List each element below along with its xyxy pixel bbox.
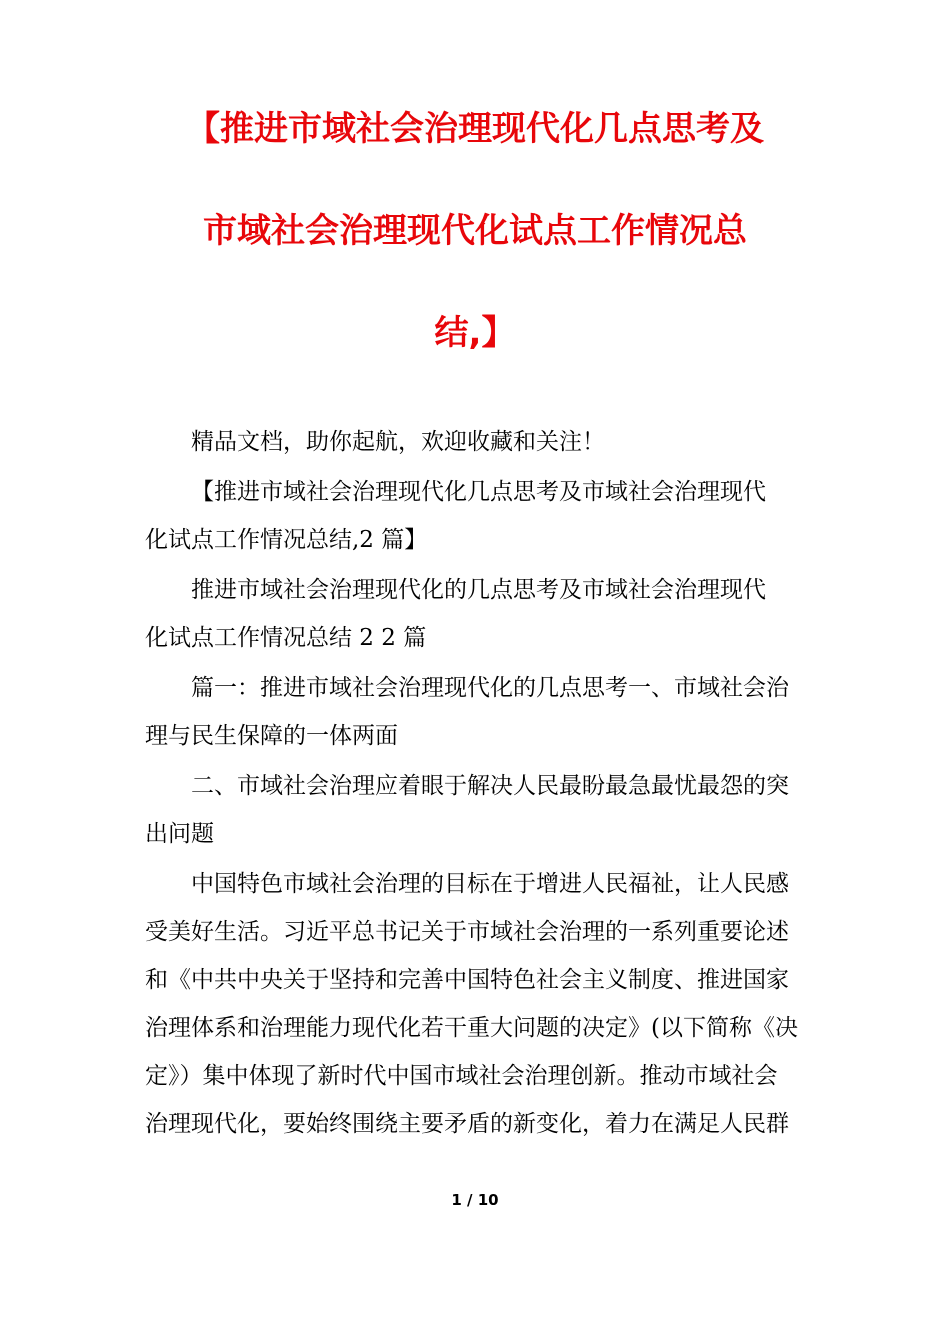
paragraph-line: 化试点工作情况总结,2 篇】 <box>145 527 428 553</box>
page-number: 1 / 10 <box>451 1191 499 1209</box>
paragraph-body <box>145 860 805 1148</box>
paragraph-line: 篇一：推进市域社会治理现代化的几点思考一、市域社会治 <box>191 675 789 701</box>
paragraph-line: 治理体系和治理能力现代化若干重大问题的决定》(以下简称《决 <box>145 1015 798 1041</box>
paragraph-line: 推进市域社会治理现代化的几点思考及市域社会治理现代 <box>191 577 766 603</box>
paragraph-line: 出问题 <box>145 821 214 847</box>
paragraph-line: 理与民生保障的一体两面 <box>145 723 398 749</box>
paragraph-line: 中国特色市域社会治理的目标在于增进人民福祉，让人民感 <box>191 871 789 897</box>
paragraph-line: 和《中共中央关于坚持和完善中国特色社会主义制度、推进国家 <box>145 967 789 993</box>
paragraph-heading <box>145 566 805 662</box>
title-line-3: 结,】 <box>434 313 516 353</box>
paragraph-line: 精品文档，助你起航，欢迎收藏和关注！ <box>191 429 605 455</box>
paragraph-section-2 <box>145 762 805 858</box>
document-body <box>145 418 805 1150</box>
paragraph-section-1 <box>145 664 805 760</box>
title-line-2: 市域社会治理现代化试点工作情况总 <box>203 211 747 251</box>
paragraph-line: 化试点工作情况总结 2 2 篇 <box>145 625 427 651</box>
paragraph-line: 受美好生活。习近平总书记关于市域社会治理的一系列重要论述 <box>145 919 789 945</box>
document-title <box>120 78 830 384</box>
paragraph-line: 治理现代化，要始终围绕主要矛盾的新变化，着力在满足人民群 <box>145 1111 789 1137</box>
title-line-1: 【推进市域社会治理现代化几点思考及 <box>186 109 764 149</box>
paragraph-line: 【推进市域社会治理现代化几点思考及市域社会治理现代 <box>191 479 766 505</box>
paragraph-subtitle <box>145 468 805 564</box>
paragraph-line: 二、市域社会治理应着眼于解决人民最盼最急最忧最怨的突 <box>191 773 789 799</box>
paragraph-line: 定》）集中体现了新时代中国市域社会治理创新。推动市域社会 <box>145 1063 778 1089</box>
paragraph-intro <box>145 418 805 466</box>
